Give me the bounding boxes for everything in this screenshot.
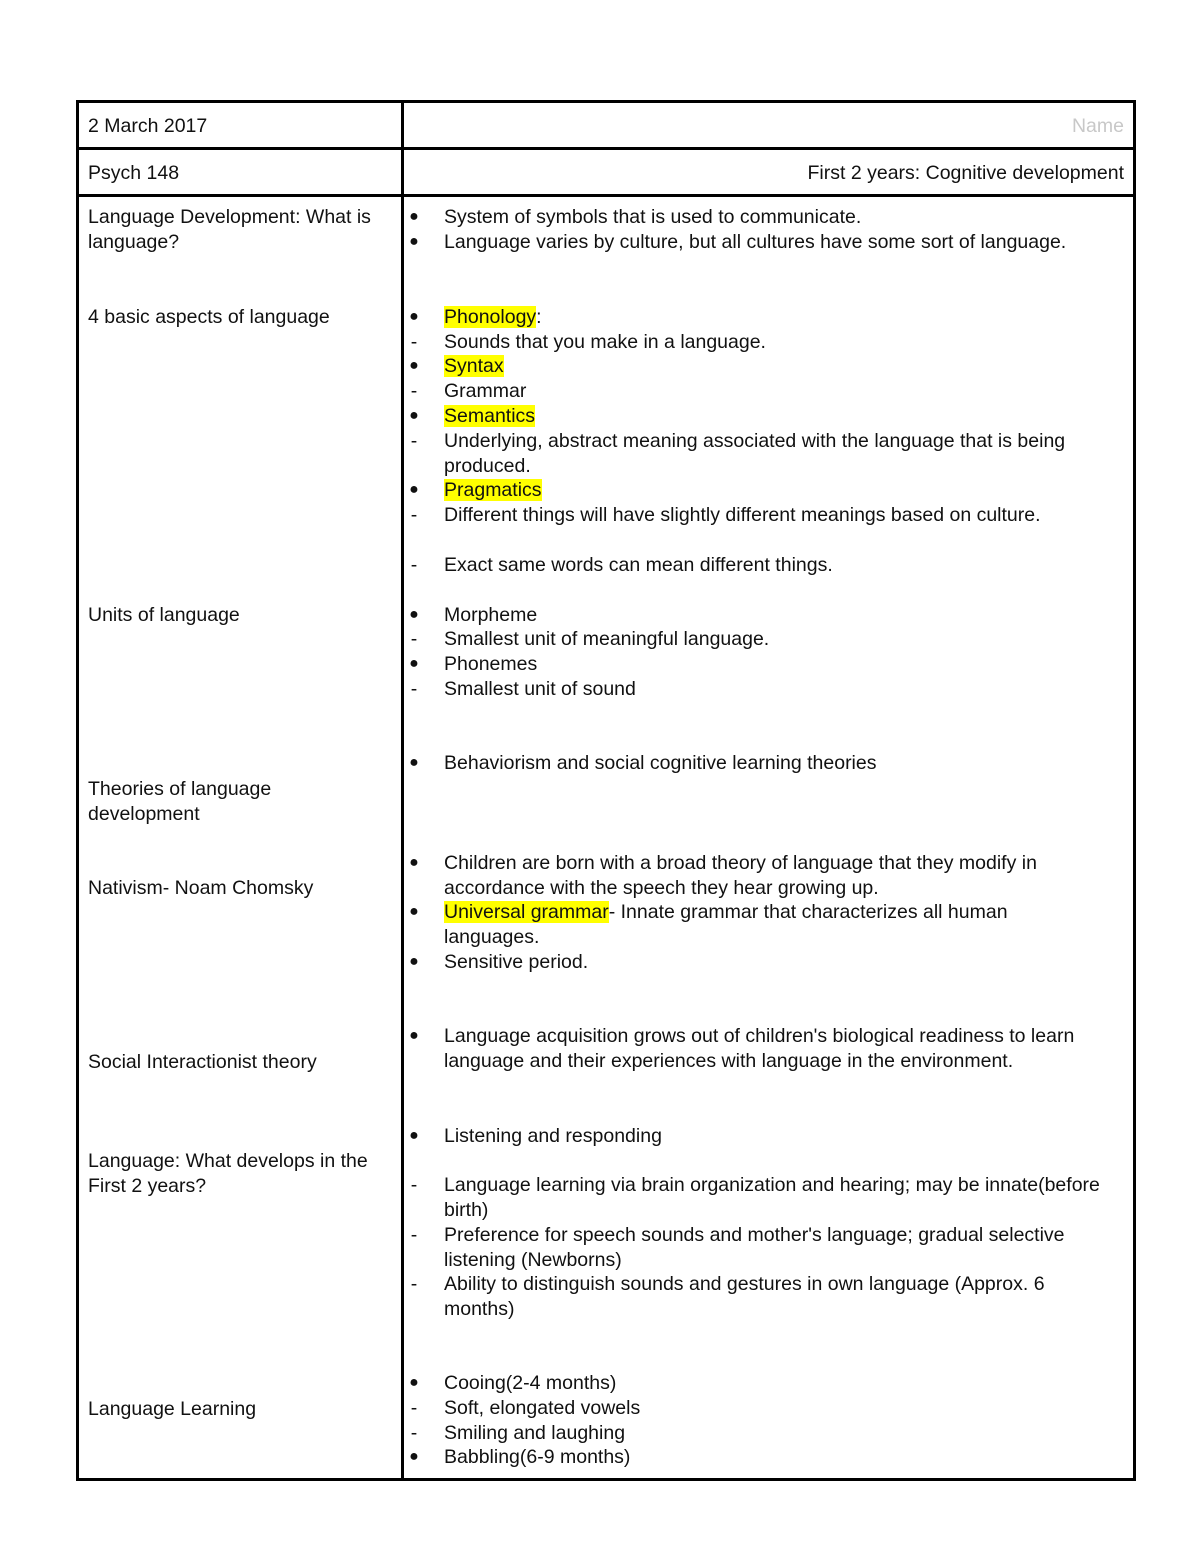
section-label: Language Development: What is language? <box>88 206 371 253</box>
dash-marker: - <box>410 1422 418 1444</box>
bullet-marker: ● <box>409 357 419 374</box>
list-item <box>409 1024 1104 1074</box>
list-item <box>409 851 1104 901</box>
list-item <box>409 751 1104 776</box>
item-text: Language acquisition grows out of children's biological readiness to learn language and their experiences with language in the environment. <box>444 1025 1075 1072</box>
list-item <box>410 1173 1104 1223</box>
section-label: Language: What develops in the First 2 years? <box>88 1150 368 1197</box>
item-text: - Innate grammar that characterizes all human languages. <box>444 901 1008 948</box>
dash-marker: - <box>410 1174 418 1196</box>
bullet-marker: ● <box>409 481 419 498</box>
item-text: Grammar <box>444 380 527 402</box>
row-divider <box>79 194 1133 197</box>
section-label: Nativism- Noam Chomsky <box>88 877 314 899</box>
list-item <box>410 1421 1104 1446</box>
list-item <box>410 627 1104 652</box>
list-item <box>409 404 1104 429</box>
list-item <box>410 1223 1104 1273</box>
list-item <box>409 603 1104 628</box>
highlighted-term: Pragmatics <box>444 479 542 501</box>
list-item <box>410 379 1104 404</box>
item-text: Soft, elongated vowels <box>444 1397 641 1419</box>
item-text: Smallest unit of meaningful language. <box>444 628 770 650</box>
item-text: Different things will have slightly different meanings based on culture. <box>444 504 1041 526</box>
list-item <box>410 1272 1104 1322</box>
item-text: Morpheme <box>444 604 538 626</box>
bullet-marker: ● <box>409 754 419 771</box>
row-divider <box>79 147 1133 150</box>
item-text: Children are born with a broad theory of language that they modify in accordance with the speech they hear growing up. <box>444 852 1037 899</box>
notes-table <box>76 100 1136 1481</box>
list-item <box>409 1371 1104 1396</box>
list-item <box>409 478 1104 503</box>
highlighted-term: Semantics <box>444 405 536 427</box>
dash-marker: - <box>410 331 418 353</box>
item-text: System of symbols that is used to communicate. <box>444 206 862 228</box>
item-text: Preference for speech sounds and mother's language; gradual selective listening (Newborns) <box>444 1224 1065 1271</box>
dash-marker: - <box>410 554 418 576</box>
bullet-marker: ● <box>409 655 419 672</box>
topic-cell: First 2 years: Cognitive development <box>807 162 1124 184</box>
dash-marker: - <box>410 430 418 452</box>
bullet-marker: ● <box>409 1027 419 1044</box>
section-label: Units of language <box>88 604 240 626</box>
item-text: Cooing(2-4 months) <box>444 1372 617 1394</box>
bullet-marker: ● <box>409 407 419 424</box>
dash-marker: - <box>410 1273 418 1295</box>
section-label: Theories of language development <box>88 778 272 825</box>
section-label: Language Learning <box>88 1398 257 1420</box>
item-text: Language learning via brain organization and hearing; may be innate(before birth) <box>444 1174 1100 1221</box>
item-text: Smiling and laughing <box>444 1422 626 1444</box>
list-item <box>410 429 1104 479</box>
name-field[interactable]: Name <box>1071 115 1124 137</box>
item-text: Listening and responding <box>444 1125 662 1147</box>
list-item <box>409 354 1104 379</box>
date-cell: 2 March 2017 <box>88 115 208 137</box>
dash-marker: - <box>410 678 418 700</box>
list-item <box>410 553 1104 578</box>
list-item <box>409 900 1104 950</box>
list-item <box>410 677 1104 702</box>
bullet-marker: ● <box>409 854 419 871</box>
item-text: Smallest unit of sound <box>444 678 636 700</box>
dash-marker: - <box>410 504 418 526</box>
item-text: Babbling(6-9 months) <box>444 1446 631 1468</box>
highlighted-term: Phonology <box>444 306 537 328</box>
item-text: Behaviorism and social cognitive learning theories <box>444 752 877 774</box>
item-text: Exact same words can mean different things. <box>444 554 833 576</box>
list-item <box>409 1445 1104 1470</box>
dash-marker: - <box>410 628 418 650</box>
list-item <box>409 950 1104 975</box>
list-item <box>410 503 1104 528</box>
list-item <box>409 230 1104 255</box>
item-text: Sounds that you make in a language. <box>444 331 766 353</box>
list-item <box>410 330 1104 355</box>
item-text: Sensitive period. <box>444 951 589 973</box>
item-text: : <box>536 306 542 328</box>
item-text: Language varies by culture, but all cultures have some sort of language. <box>444 231 1067 253</box>
dash-marker: - <box>410 1397 418 1419</box>
section-label: 4 basic aspects of language <box>88 306 330 328</box>
list-item <box>409 652 1104 677</box>
bullet-marker: ● <box>409 1448 419 1465</box>
list-item <box>409 1124 1104 1149</box>
list-item <box>409 305 1104 330</box>
item-text: Ability to distinguish sounds and gestures in own language (Approx. 6 months) <box>444 1273 1045 1320</box>
bullet-marker: ● <box>409 208 419 225</box>
section-label: Social Interactionist theory <box>88 1051 317 1073</box>
item-text: Phonemes <box>444 653 538 675</box>
highlighted-term: Universal grammar <box>444 901 609 923</box>
item-text: Underlying, abstract meaning associated with the language that is being produced. <box>444 430 1066 477</box>
dash-marker: - <box>410 380 418 402</box>
highlighted-term: Syntax <box>444 355 504 377</box>
bullet-marker: ● <box>409 1127 419 1144</box>
list-item <box>409 205 1104 230</box>
course-cell: Psych 148 <box>88 162 180 184</box>
list-item <box>410 1396 1104 1421</box>
bullet-marker: ● <box>409 953 419 970</box>
bullet-marker: ● <box>409 1374 419 1391</box>
bullet-marker: ● <box>409 233 419 250</box>
bullet-marker: ● <box>409 903 419 920</box>
bullet-marker: ● <box>409 606 419 623</box>
dash-marker: - <box>410 1224 418 1246</box>
bullet-marker: ● <box>409 308 419 325</box>
